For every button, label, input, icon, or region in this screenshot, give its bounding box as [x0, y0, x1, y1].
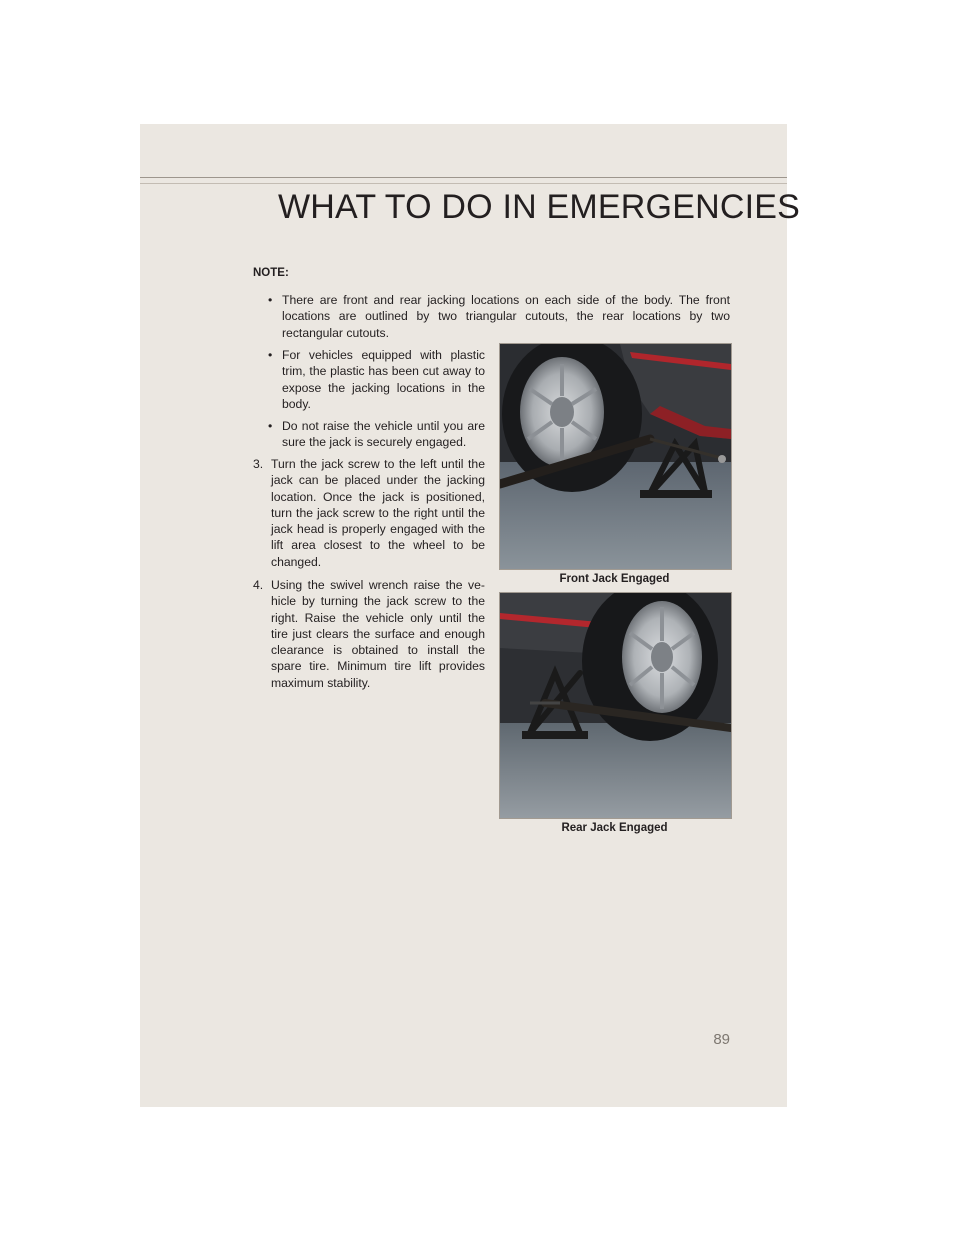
step-number: 4.	[253, 578, 264, 592]
manual-page	[140, 124, 800, 1107]
note-label: NOTE:	[253, 267, 289, 279]
note-bullet-text: For vehicles equipped with plastic trim, the plastic has been cut away to expose the jacking locations in the body.	[282, 348, 485, 411]
header-rule-bottom	[140, 183, 787, 184]
note-bullet-text: Do not raise the vehicle until you are sure the jack is securely engaged.	[282, 419, 485, 450]
step-text: Using the swivel wrench raise the ve-hicle by turning the jack screw to the right. Raise the vehicle only until the tire just clears the surface and enough clearance is obtained to install the spare tire. Minimum tire lift provides maximum stability.	[271, 578, 485, 690]
step-number: 3.	[253, 457, 264, 471]
bullet-symbol: •	[268, 419, 273, 433]
bullet-symbol: •	[268, 348, 273, 362]
header-rule-top	[140, 177, 787, 178]
rear-jack-caption: Rear Jack Engaged	[561, 822, 668, 834]
section-title: WHAT TO DO IN EMERGENCIES	[278, 188, 800, 226]
front-jack-photo	[499, 343, 732, 570]
step-text: Turn the jack screw to the left until the jack can be placed under the jacking location. Once the jack is positioned, turn the jack screw to the right until the jack head is properly engaged with the lift area closest to the wheel to be changed.	[271, 457, 485, 569]
note-bullet-text: There are front and rear jacking locations on each side of the body. The front locations are outlined by two triangular cutouts, the rear locations by two rectangular cutouts.	[282, 293, 730, 340]
rear-jack-photo	[499, 592, 732, 819]
bullet-symbol: •	[268, 293, 273, 307]
front-jack-caption: Front Jack Engaged	[559, 573, 670, 585]
page-number: 89	[713, 1031, 730, 1048]
